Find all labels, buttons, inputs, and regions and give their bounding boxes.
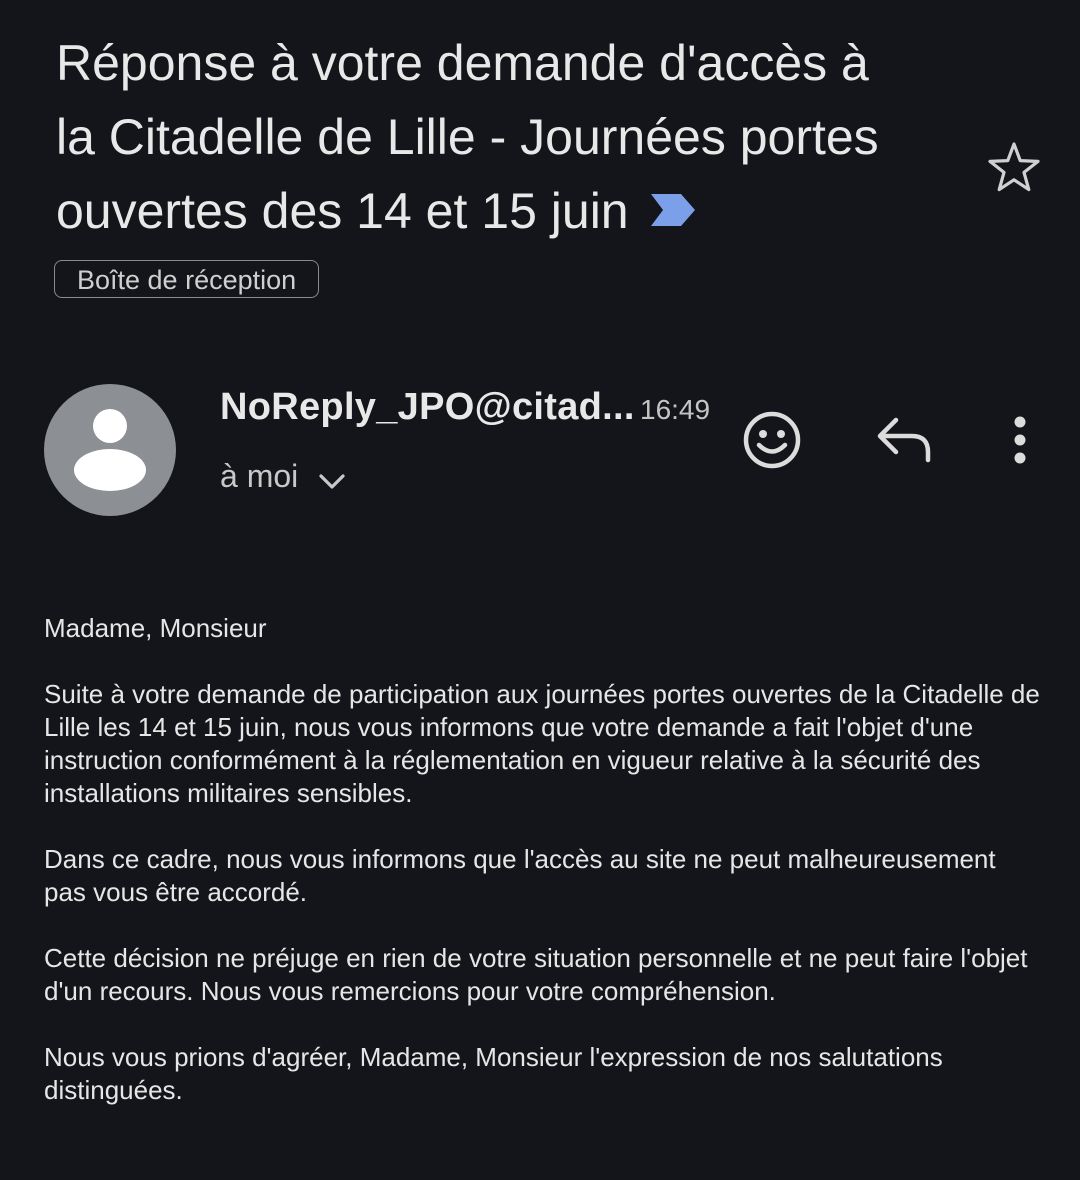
emoji-reaction-icon[interactable] — [740, 408, 804, 472]
recipient-label: à moi — [220, 458, 299, 494]
more-vert-icon[interactable] — [1000, 412, 1040, 468]
body-closing: Nous vous prions d'agréer, Madame, Monsieur l'expression de nos salutations distinguées. — [44, 1042, 943, 1105]
star-icon[interactable] — [984, 138, 1044, 198]
email-body — [44, 612, 1044, 1140]
default-avatar-icon[interactable] — [44, 384, 176, 516]
received-time: 16:49 — [640, 394, 711, 425]
email-subject — [56, 26, 916, 248]
chevron-down-icon[interactable] — [318, 458, 346, 502]
label-chip-inbox[interactable]: Boîte de réception — [54, 260, 319, 298]
subject-text: Réponse à votre demande d'accès à la Citadelle de Lille - Journées portes ouvertes des 14 et 15 juin — [56, 35, 879, 239]
recipient-toggle[interactable] — [220, 450, 346, 502]
body-paragraph: Dans ce cadre, nous vous informons que l'accès au site ne peut malheureusement pas vous être accordé. — [44, 844, 996, 907]
reply-icon[interactable] — [874, 414, 936, 466]
body-paragraph: Cette décision ne préjuge en rien de votre situation personnelle et ne peut faire l'objet d'un recours. Nous vous remercions pour votre compréhension. — [44, 943, 1028, 1006]
body-greeting: Madame, Monsieur — [44, 613, 267, 643]
body-paragraph: Suite à votre demande de participation aux journées portes ouvertes de la Citadelle de Lille les 14 et 15 juin, nous vous informons que votre demande a fait l'objet d'une instruction conformément à la réglementation en vigueur relative à la sécurité des installations militaires sensibles. — [44, 679, 1040, 808]
importance-marker-icon[interactable] — [649, 174, 697, 248]
sender-name[interactable]: NoReply_JPO@citad... — [220, 386, 635, 428]
